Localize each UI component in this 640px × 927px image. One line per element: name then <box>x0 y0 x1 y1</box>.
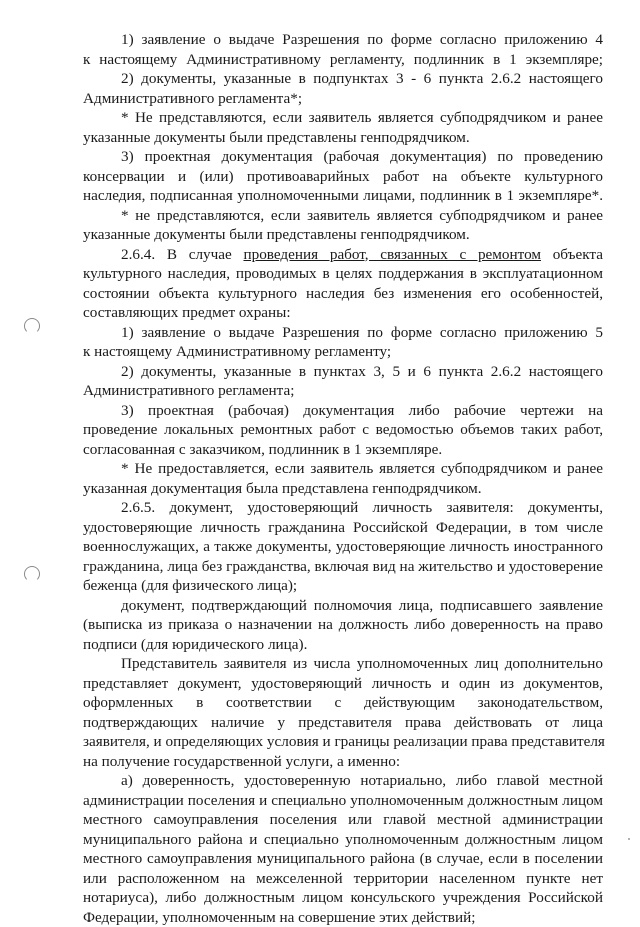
text-line: муниципального района и специально уполномоченным должностным лицом <box>83 830 603 850</box>
text-line: представляет документ, удостоверяющий личность и один из документов, <box>83 674 603 694</box>
underlined-phrase: проведения работ, связанных с ремонтом <box>243 246 541 263</box>
text-line: к настоящему Административному регламенту; <box>83 342 603 362</box>
text-line: нотариуса), либо должностным лицом консульского учреждения Российской <box>83 888 603 908</box>
text-line: составляющих предмет охраны: <box>83 303 603 323</box>
text-line: заявителя, и определяющих условия и границы реализации права представителя <box>83 732 603 752</box>
text-line: подписи (для юридического лица). <box>83 635 603 655</box>
section-2-6-4-heading-line <box>83 245 603 265</box>
text-line: консервации и (или) противоаварийных работ на объекте культурного <box>83 167 603 187</box>
text-line: или расположенном на межселенной территории населенном пункте нет <box>83 869 603 889</box>
text-line: (выписка из приказа о назначении на должность либо доверенность на право <box>83 615 603 635</box>
punch-hole-mark <box>24 318 40 334</box>
text-line: на получение государственной услуги, а именно: <box>83 752 603 772</box>
text-line: наследия, подписанная уполномоченными лицами, подлинник в 1 экземпляре*. <box>83 186 603 206</box>
text-line: Федерации, уполномоченным на совершение этих действий; <box>83 908 603 927</box>
text-line: Административного регламента; <box>83 381 603 401</box>
text-line: 1) заявление о выдаче Разрешения по форме согласно приложению 5 <box>83 323 603 343</box>
text-line: * не представляются, если заявитель является субподрядчиком и ранее <box>83 206 603 226</box>
text-line: а) доверенность, удостоверенную нотариально, либо главой местной <box>83 771 603 791</box>
text-line: 2) документы, указанные в пунктах 3, 5 и 6 пункта 2.6.2 настоящего <box>83 362 603 382</box>
document-body <box>83 30 603 927</box>
text-line: согласованная с заказчиком, подлинник в 1 экземпляре. <box>83 440 603 460</box>
text-line: оформленных в соответствии с действующим законодательством, <box>83 693 603 713</box>
text-line: состоянии объекта культурного наследия без изменения его особенностей, <box>83 284 603 304</box>
text-span: 2.6.4. В случае <box>121 246 243 263</box>
text-line: указанные документы были представлены генподрядчиком. <box>83 128 603 148</box>
text-line: местного самоуправления муниципального района (в случае, если в поселении <box>83 849 603 869</box>
text-line: 2) документы, указанные в подпунктах 3 - 6 пункта 2.6.2 настоящего <box>83 69 603 89</box>
text-line: беженца (для физического лица); <box>83 576 603 596</box>
text-line: * Не представляются, если заявитель является субподрядчиком и ранее <box>83 108 603 128</box>
text-line: гражданина, лица без гражданства, включая вид на жительство и удостоверение <box>83 557 603 577</box>
scan-speck <box>628 838 630 840</box>
text-line: проведение локальных ремонтных работ с ведомостью объемов таких работ, <box>83 420 603 440</box>
text-line: удостоверяющие личность гражданина Российской Федерации, в том числе <box>83 518 603 538</box>
text-line: культурного наследия, проводимых в целях поддержания в эксплуатационном <box>83 264 603 284</box>
text-span: объекта <box>541 246 603 263</box>
text-line: Представитель заявителя из числа уполномоченных лиц дополнительно <box>83 654 603 674</box>
text-line: подтверждающих наличие у представителя права действовать от лица <box>83 713 603 733</box>
text-line: указанные документы были представлены генподрядчиком. <box>83 225 603 245</box>
text-line: военнослужащих, а также документы, удостоверяющие личность иностранного <box>83 537 603 557</box>
text-line: к настоящему Административному регламенту, подлинник в 1 экземпляре; <box>83 50 603 70</box>
text-line: документ, подтверждающий полномочия лица, подписавшего заявление <box>83 596 603 616</box>
text-line: администрации поселения и специально уполномоченным должностным лицом <box>83 791 603 811</box>
text-line: * Не предоставляется, если заявитель является субподрядчиком и ранее <box>83 459 603 479</box>
text-line: Административного регламента*; <box>83 89 603 109</box>
text-line: 3) проектная документация (рабочая документация) по проведению <box>83 147 603 167</box>
text-line: 2.6.5. документ, удостоверяющий личность заявителя: документы, <box>83 498 603 518</box>
text-line: местного самоуправления поселения или главой местной администрации <box>83 810 603 830</box>
punch-hole-mark <box>24 566 40 582</box>
text-line: указанная документация была представлена генподрядчиком. <box>83 479 603 499</box>
text-line: 1) заявление о выдаче Разрешения по форме согласно приложению 4 <box>83 30 603 50</box>
text-line: 3) проектная (рабочая) документация либо рабочие чертежи на <box>83 401 603 421</box>
